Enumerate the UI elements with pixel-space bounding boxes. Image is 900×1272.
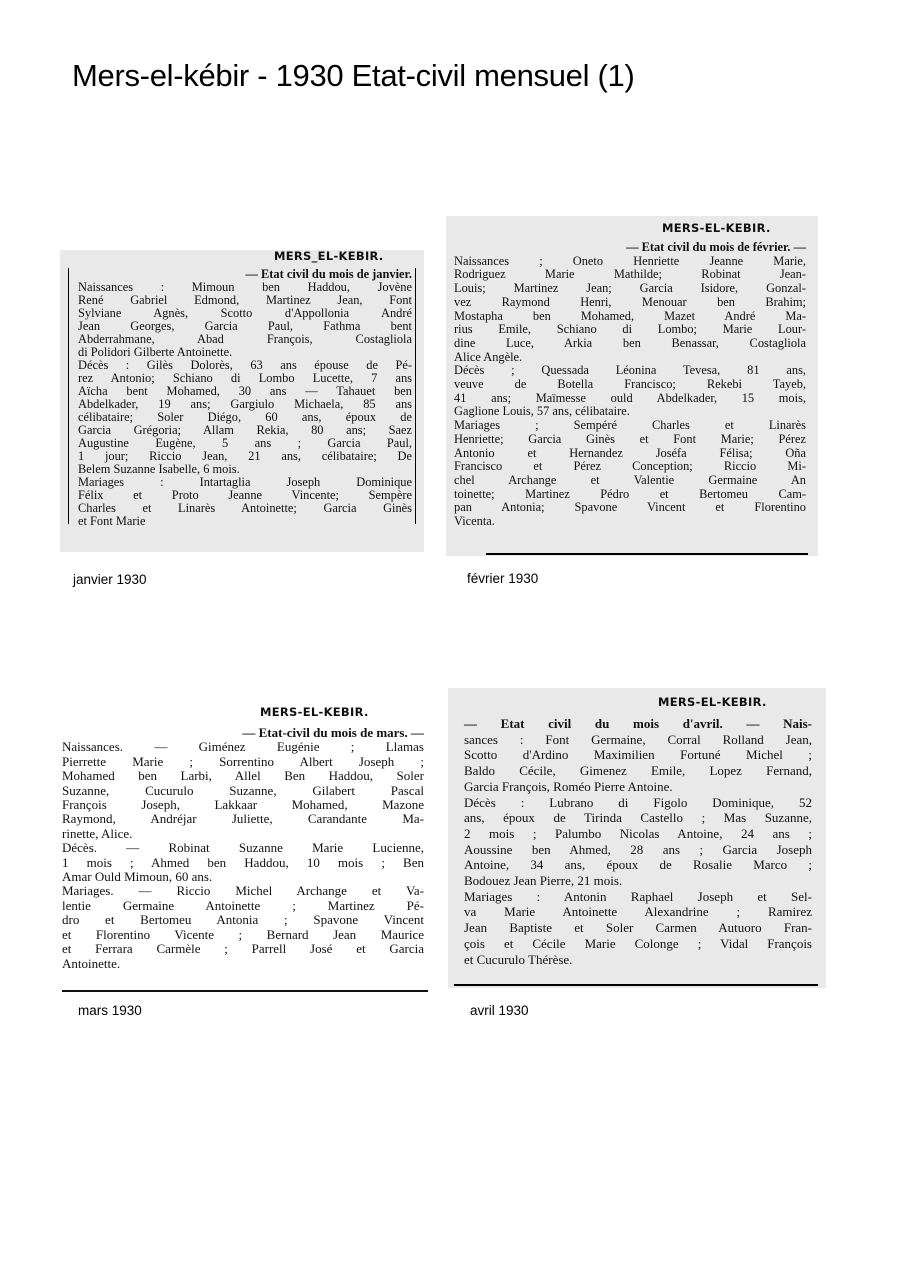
text-line: Mariages. — Riccio Michel Archange et Va- (62, 883, 424, 899)
clipping-header: MERS-EL-KEBIR. (658, 695, 767, 709)
text-line: Décès : Gilès Dolorès, 63 ans épouse de Pé- (78, 358, 412, 372)
caption-avril: avril 1930 (470, 1003, 529, 1018)
text-line: toinette; Martinez Pédro et Bertomeu Cam- (454, 486, 806, 501)
text-line: Félix et Proto Jeanne Vincente; Sempère (78, 488, 412, 502)
text-line: Aïcha bent Mohamed, 30 ans — Tahauet ben (78, 384, 412, 398)
text-line: Mariages ; Sempéré Charles et Linarès (454, 418, 806, 433)
text-line: — Etat civil du mois d'avril. — Nais- (464, 716, 812, 731)
text-line: chel Archange et Valentie Germaine An (454, 472, 806, 487)
clipping-header: MERS_EL-KEBIR. (274, 250, 384, 263)
clipping-body (78, 268, 412, 528)
text-line: Sylviane Agnès, Scotto d'Appollonia André (78, 306, 412, 320)
text-line: pan Antonia; Spavone Vincent et Florentino (454, 500, 806, 515)
text-line: Louis; Martinez Jean; Garcia Isidore, Gonzal- (454, 281, 806, 296)
text-line: Jean Georges, Garcia Paul, Fathma bent (78, 319, 412, 333)
text-line: vez Raymond Henri, Menouar ben Brahim; (454, 294, 806, 309)
text-line: Décès : Lubrano di Figolo Dominique, 52 (464, 794, 812, 810)
clipping-header: MERS-EL-KEBIR. (662, 221, 771, 235)
column-border (415, 268, 416, 524)
text-line: Antoine, 34 ans, époux de Rosalie Marco ; (464, 857, 812, 873)
text-line: lentie Germaine Antoinette ; Martinez Pé- (62, 897, 424, 913)
text-line: Jean Baptiste et Soler Carmen Autuoro Fran- (464, 920, 812, 936)
text-line: Henriette; Garcia Ginès et Font Marie; Pérez (454, 431, 806, 446)
caption-janvier: janvier 1930 (73, 572, 147, 587)
clipping-subtitle: — Etat civil du mois de février. — (626, 240, 806, 254)
text-line: Garcia François, Roméo Pierre Antoine. (464, 778, 673, 794)
text-line: Scotto d'Ardino Maximilien Fortuné Michel ; (464, 747, 812, 763)
text-line: Naissances : Mimoun ben Haddou, Jovène (78, 280, 412, 294)
text-line: Décès. — Robinat Suzanne Marie Lucienne, (62, 840, 424, 856)
text-line: Mohamed ben Larbi, Allel Ben Haddou, Soler (62, 768, 424, 784)
text-line: Belem Suzanne Isabelle, 6 mois. (78, 462, 240, 476)
text-line: Alice Angèle. (454, 349, 523, 364)
text-line: Rodriguez Marie Mathilde; Robinat Jean- (454, 267, 806, 282)
clipping-subtitle: — Etat civil du mois de janvier. (245, 267, 412, 281)
text-line: Francisco et Pérez Conception; Riccio Mi- (454, 459, 806, 474)
text-line: çois et Cécile Marie Colonge ; Vidal François (464, 935, 812, 951)
text-line: Décès ; Quessada Léonina Tevesa, 81 ans, (454, 363, 806, 378)
text-line: 41 ans; Maïmesse ould Abdelkader, 15 mois, (454, 390, 806, 405)
text-line: François Joseph, Lakkaar Mohamed, Mazone (62, 797, 424, 813)
text-line: Mostapha ben Mohamed, Mazet André Ma- (454, 308, 806, 323)
caption-fevrier: février 1930 (467, 571, 539, 586)
text-line: Suzanne, Cucurulo Suzanne, Gilabert Pascal (62, 782, 424, 798)
text-line: va Marie Antoinette Alexandrine ; Ramirez (464, 904, 812, 920)
text-line: Mariages : Intartaglia Joseph Dominique (78, 475, 412, 489)
clipping-body (454, 241, 806, 529)
text-line: Raymond, Andréjar Juliette, Carandante Ma- (62, 811, 424, 827)
text-line: Naissances ; Oneto Henriette Jeanne Marie, (454, 253, 806, 268)
text-line: Abderrahmane, Abad François, Costagliola (78, 332, 412, 346)
text-line: Charles et Linarès Antoinette; Garcia Ginès (78, 501, 412, 515)
page-title: Mers-el-kébir - 1930 Etat-civil mensuel (1) (72, 58, 635, 93)
text-line: et Ferrara Carmèle ; Parrell José et Garcia (62, 941, 424, 957)
clipping-body (62, 726, 424, 971)
column-rule (454, 984, 818, 986)
clipping-mars (56, 700, 430, 978)
text-line: Antoinette. (62, 955, 121, 971)
text-line: Antonio et Hernandez Joséfa Félisa; Oña (454, 445, 806, 460)
text-line: Garcia Grégoria; Allam Rekia, 80 ans; Saez (78, 423, 412, 437)
clipping-avril (448, 688, 826, 988)
text-line: Amar Ould Mimoun, 60 ans. (62, 869, 213, 885)
text-line: Aoussine ben Ahmed, 28 ans ; Garcia Joseph (464, 841, 812, 857)
clipping-body (464, 716, 812, 967)
text-line: 1 mois ; Ahmed ben Haddou, 10 mois ; Ben (62, 854, 424, 870)
text-line: dine Luce, Arkia ben Benassar, Costagliola (454, 335, 806, 350)
text-line: et Florentino Vicente ; Bernard Jean Maurice (62, 926, 424, 942)
text-line: dro et Bertomeu Antonia ; Spavone Vincent (62, 912, 424, 928)
text-line: 2 mois ; Palumbo Nicolas Antoine, 24 ans ; (464, 825, 812, 841)
text-line: Pierrette Marie ; Sorrentino Albert Joseph ; (62, 753, 424, 769)
clipping-fevrier (446, 216, 818, 556)
text-line: et Cucurulo Thérèse. (464, 951, 573, 967)
text-line: 1 jour; Riccio Jean, 21 ans, célibataire; De (78, 449, 412, 463)
text-line: rinette, Alice. (62, 825, 133, 841)
column-border (68, 268, 69, 524)
text-line: rius Emile, Schiano di Lombo; Marie Lour- (454, 322, 806, 337)
clipping-header: MERS-EL-KEBIR. (260, 705, 369, 719)
text-line: veuve de Botella Francisco; Rekebi Tayeb, (454, 377, 806, 392)
clipping-subtitle: — Etat-civil du mois de mars. — (242, 725, 424, 740)
text-line: Abdelkader, 19 ans; Gargiulo Michaela, 85 ans (78, 397, 412, 411)
text-line: célibataire; Soler Diégo, 60 ans, époux de (78, 410, 412, 424)
text-line: René Gabriel Edmond, Martinez Jean, Font (78, 293, 412, 307)
clipping-janvier (60, 250, 424, 552)
text-line: rez Antonio; Schiano di Lombo Lucette, 7 ans (78, 371, 412, 385)
text-line: di Polidori Gilberte Antoinette. (78, 345, 233, 359)
text-line: Bodouez Jean Pierre, 21 mois. (464, 873, 623, 889)
text-line: Gaglione Louis, 57 ans, célibataire. (454, 404, 630, 419)
text-line: ans, époux de Tirinda Castello ; Mas Suzanne, (464, 810, 812, 826)
text-line: sances : Font Germaine, Corral Rolland Jean, (464, 731, 812, 747)
text-line: Baldo Cécile, Gimenez Emile, Lopez Fernand, (464, 763, 812, 779)
column-rule (486, 553, 808, 555)
text-line: Vicenta. (454, 514, 495, 529)
text-line: et Font Marie (78, 514, 146, 528)
column-rule (62, 990, 428, 992)
text-line: Augustine Eugène, 5 ans ; Garcia Paul, (78, 436, 412, 450)
caption-mars: mars 1930 (78, 1003, 142, 1018)
text-line: Mariages : Antonin Raphael Joseph et Sel- (464, 888, 812, 904)
text-line: Naissances. — Giménez Eugénie ; Llamas (62, 739, 424, 755)
